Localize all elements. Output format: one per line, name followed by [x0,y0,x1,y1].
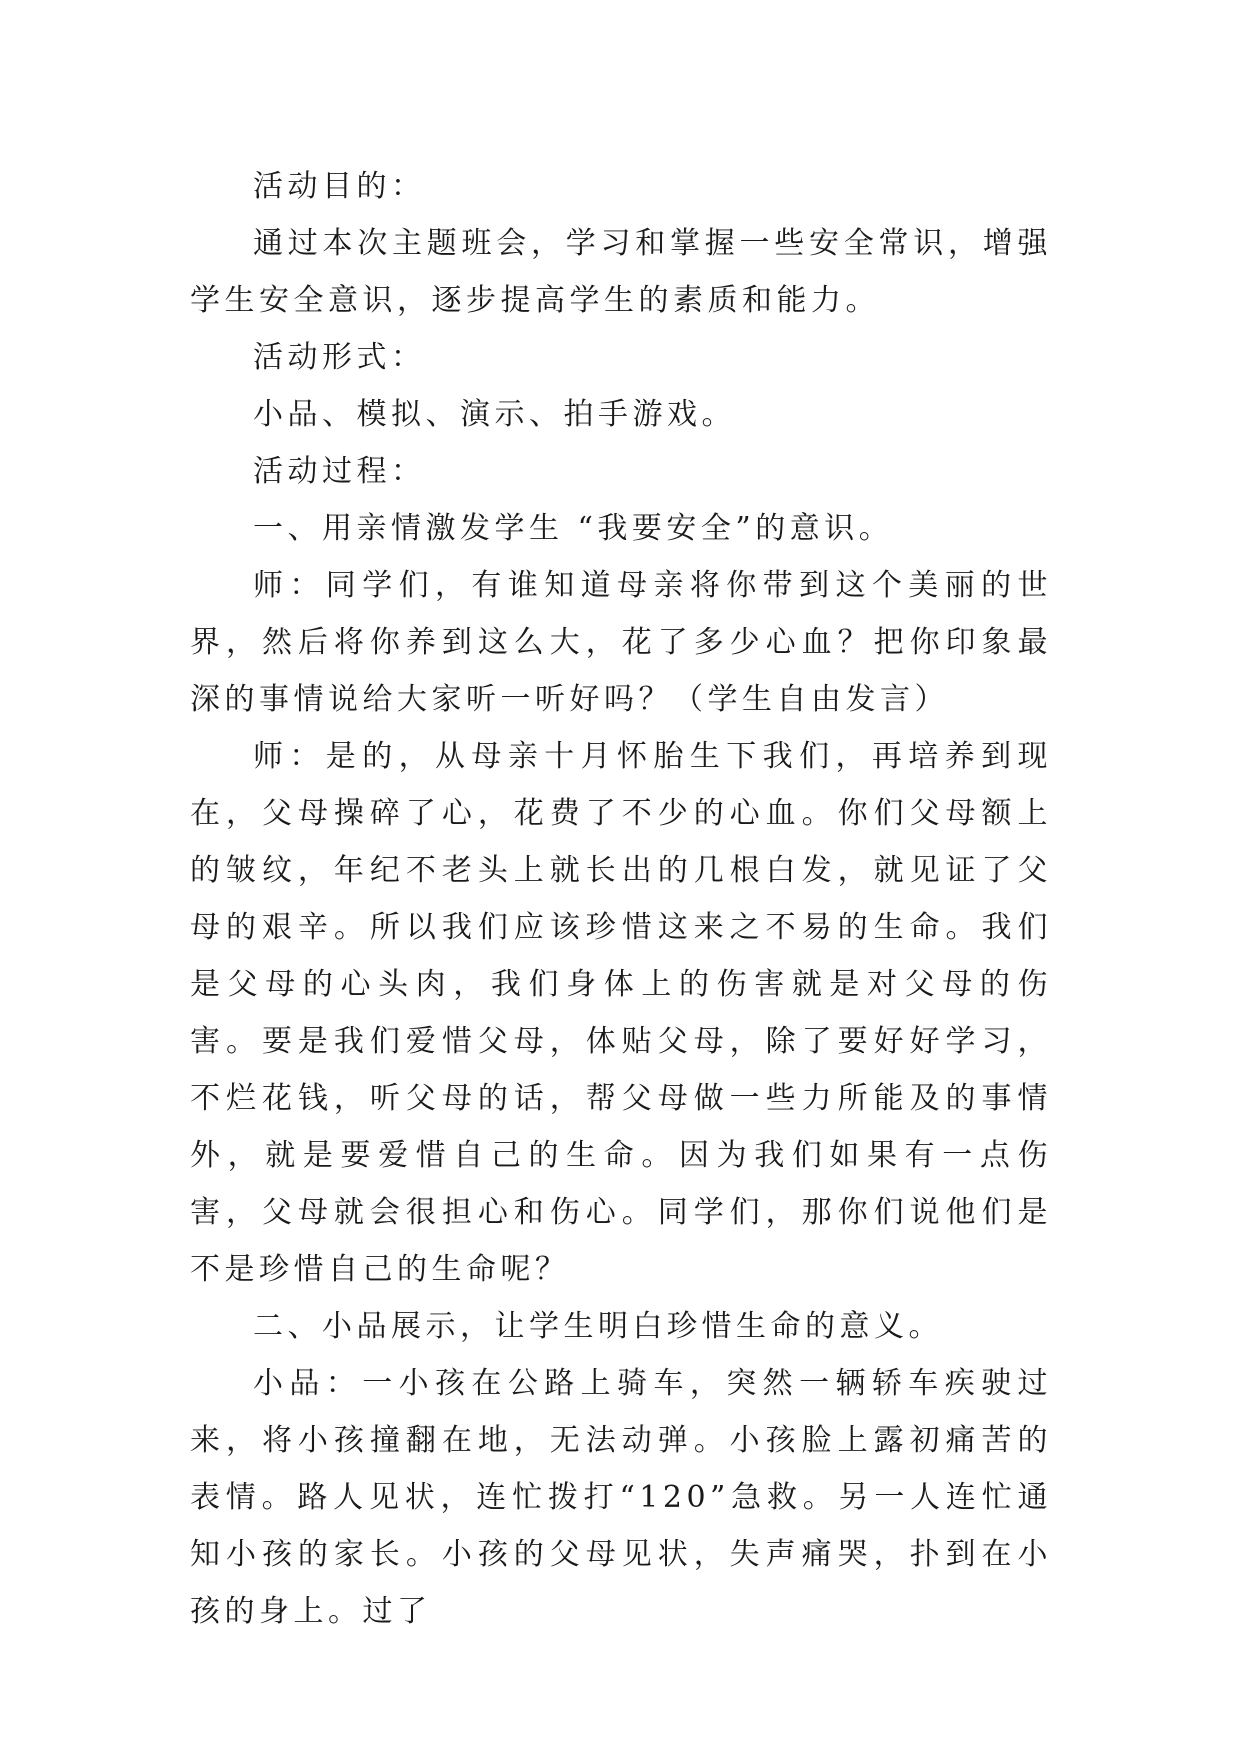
heading-activity-purpose: 活动目的： [253,169,426,204]
heading-activity-process: 活动过程： [253,454,426,489]
paragraph-teacher-question: 师：同学们，有谁知道母亲将你带到这个美丽的世界，然后将你养到这么大，花了多少心血？把你印象最深的事情说给大家听一听好吗？（学生自由发言） [190,568,1052,717]
section-heading-two: 二、小品展示，让学生明白珍惜生命的意义。 [253,1309,943,1344]
paragraph-format-text: 小品、模拟、演示、拍手游戏。 [253,397,736,432]
section-heading-one: 一、用亲情激发学生 “我要安全”的意识。 [253,511,894,546]
paragraph-teacher-speech: 师：是的，从母亲十月怀胎生下我们，再培养到现在，父母操碎了心，花费了不少的心血。你们父母额上的皱纹，年纪不老头上就长出的几根白发，就见证了父母的艰辛。所以我们应该珍惜这来之不易的生命。我们是父母的心头肉，我们身体上的伤害就是对父母的伤害。要是我们爱惜父母，体贴父母，除了要好好学习，不烂花钱，听父母的话，帮父母做一些力所能及的事情外，就是要爱惜自己的生命。因为我们如果有一点伤害，父母就会很担心和伤心。同学们，那你们说他们是不是珍惜自己的生命呢？ [190,739,1052,1287]
paragraph-skit: 小品：一小孩在公路上骑车，突然一辆轿车疾驶过来，将小孩撞翻在地，无法动弹。小孩脸上露初痛苦的表情。路人见状，连忙拨打“120”急救。另一人连忙通知小孩的家长。小孩的父母见状，失声痛哭，扑到在小孩的身上。过了 [190,1366,1052,1629]
paragraph-purpose-text: 通过本次主题班会，学习和掌握一些安全常识，增强学生安全意识，逐步提高学生的素质和能力。 [190,226,1052,318]
document-body [190,158,1052,1640]
heading-activity-format: 活动形式： [253,340,426,375]
